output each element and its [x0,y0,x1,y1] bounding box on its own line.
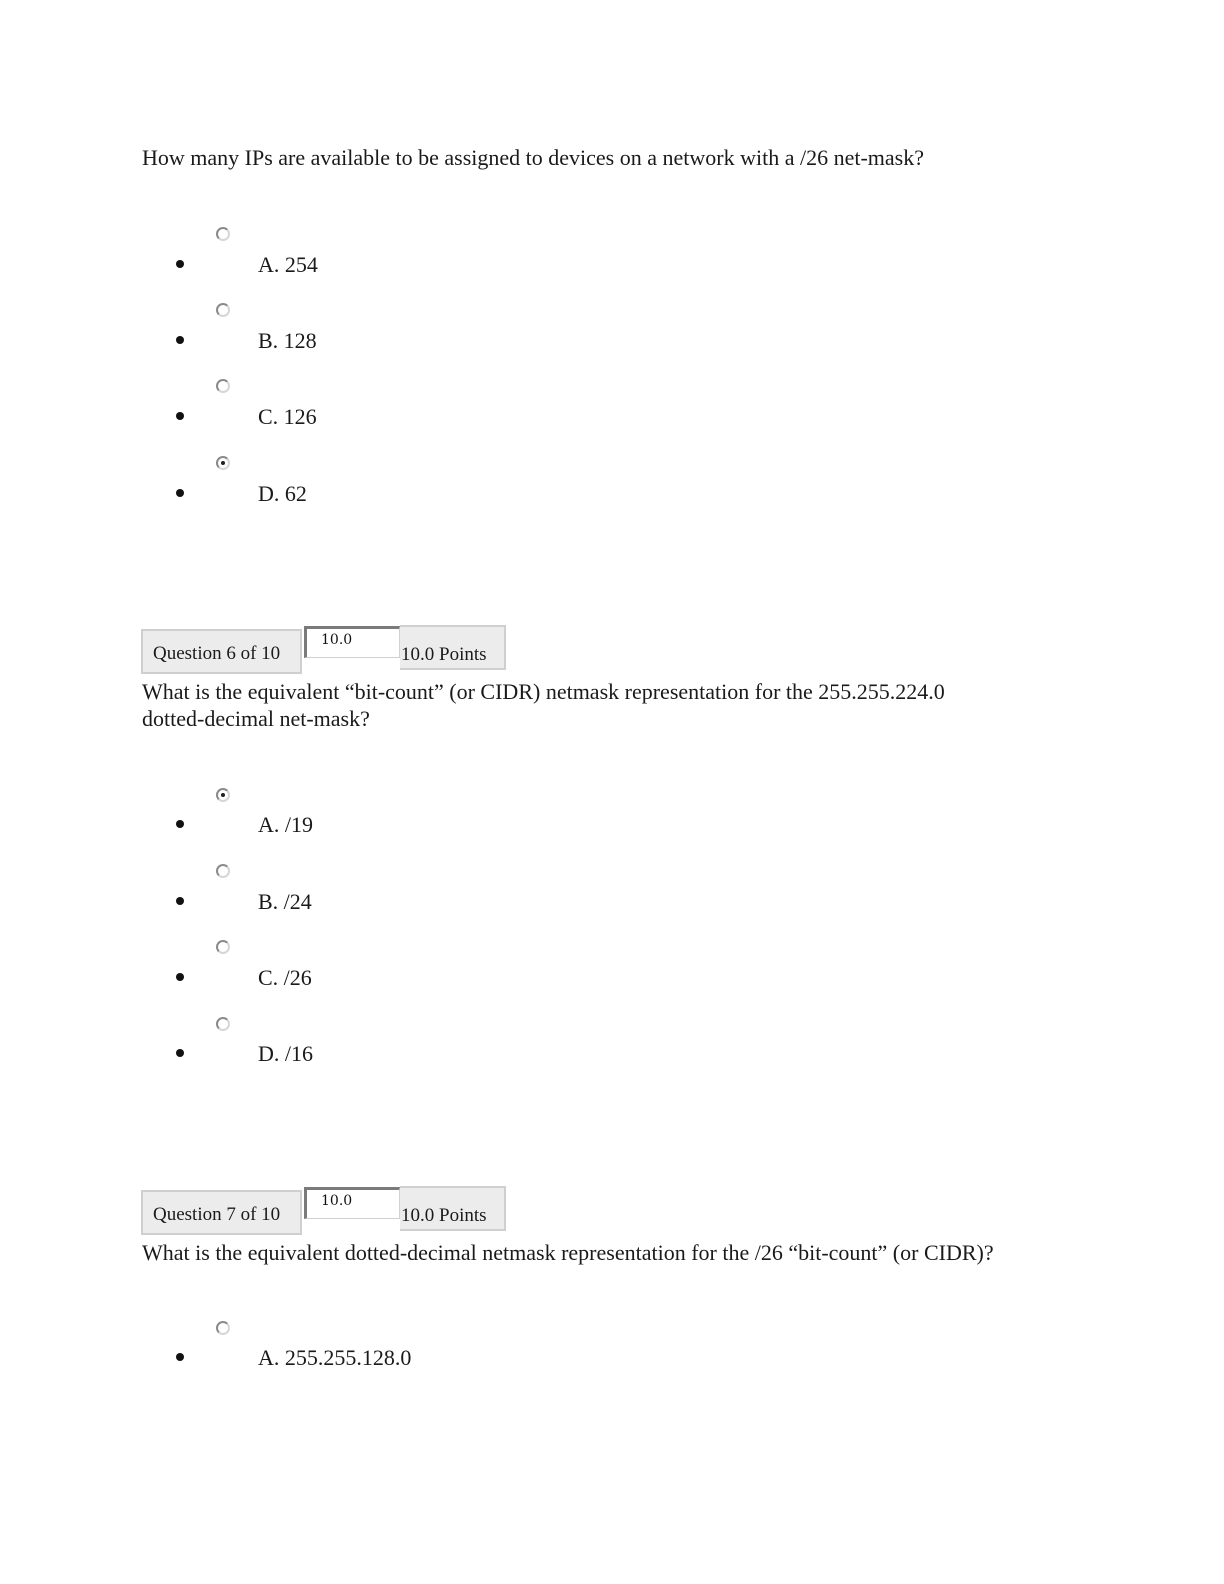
option-label: C. 126 [258,404,317,429]
option-label: D. 62 [258,481,307,506]
option-label: B. /24 [258,889,312,914]
points-label: 10.0 Points [400,1186,506,1231]
score-input[interactable]: 10.0 [304,1187,400,1219]
score-input[interactable]: 10.0 [304,626,400,658]
points-label: 10.0 Points [400,625,506,670]
option-label: A. 254 [258,252,318,277]
bullet-icon [176,260,184,268]
option-label: A. /19 [258,812,313,837]
question-7-text: What is the equivalent dotted-decimal netmask representation for the /26 “bit-count” (or CIDR)? [142,1240,994,1265]
radio-q6-c[interactable] [216,940,230,954]
option-label: A. 255.255.128.0 [258,1345,412,1370]
bullet-icon [176,973,184,981]
bullet-icon [176,412,184,420]
radio-selected-dot [221,793,225,797]
radio-q5-d[interactable] [216,456,230,470]
radio-q6-a[interactable] [216,788,230,802]
question-6-text [142,678,1082,732]
question-number-label: Question 6 of 10 [141,629,302,674]
radio-q5-a[interactable] [216,227,230,241]
radio-q5-c[interactable] [216,379,230,393]
question-text-line: dotted-decimal net-mask? [142,706,370,731]
radio-q7-a[interactable] [216,1321,230,1335]
option-label: C. /26 [258,965,312,990]
bullet-icon [176,1353,184,1361]
bullet-icon [176,336,184,344]
bullet-icon [176,820,184,828]
bullet-icon [176,897,184,905]
option-label: D. /16 [258,1041,313,1066]
radio-selected-dot [221,461,225,465]
question-text-line: What is the equivalent “bit-count” (or CIDR) netmask representation for the 255.255.224.0 [142,679,945,704]
radio-q5-b[interactable] [216,303,230,317]
option-label: B. 128 [258,328,317,353]
bullet-icon [176,489,184,497]
radio-q6-b[interactable] [216,864,230,878]
radio-q6-d[interactable] [216,1017,230,1031]
question-number-label: Question 7 of 10 [141,1190,302,1235]
question-5-text: How many IPs are available to be assigned to devices on a network with a /26 net-mask? [142,145,924,170]
bullet-icon [176,1049,184,1057]
